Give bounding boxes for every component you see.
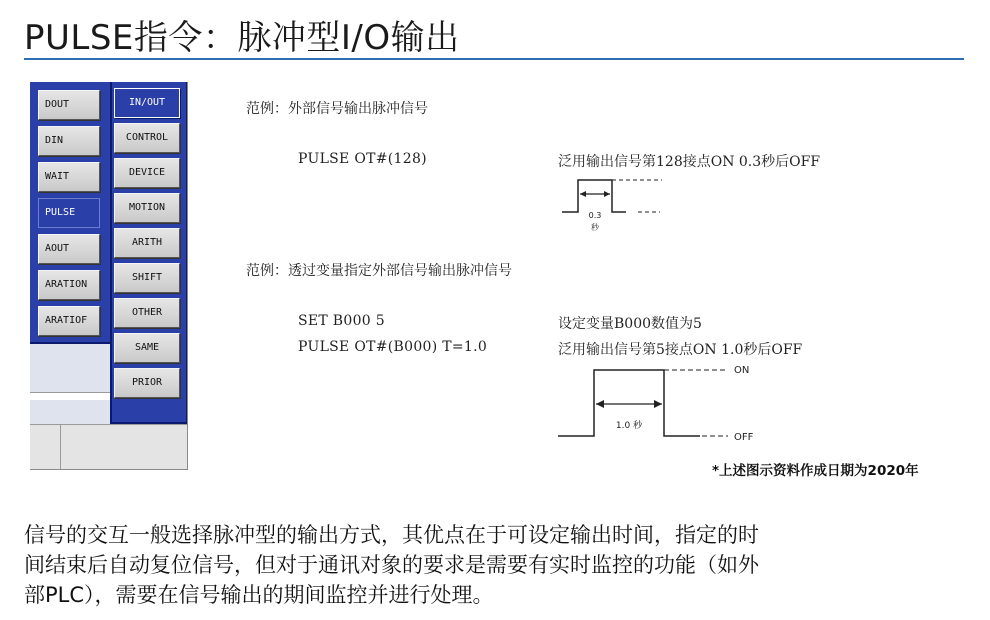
example2-code1: SET B000 5: [298, 313, 385, 329]
pendant-screenshot: [30, 82, 188, 470]
device-button[interactable]: DEVICE: [114, 158, 180, 188]
aratiof-button[interactable]: ARATIOF: [38, 306, 100, 336]
example2-code2: PULSE OT#(B000) T=1.0: [298, 339, 488, 355]
timing1-unit: 秒: [591, 223, 599, 232]
control-button[interactable]: CONTROL: [114, 123, 180, 153]
inout-button[interactable]: IN/OUT: [114, 88, 180, 118]
paragraph-line: 间结束后自动复位信号，但对于通讯对象的要求是需要有实时监控的功能（如外: [24, 553, 759, 577]
pendant-status-bar: [30, 424, 188, 470]
explanation-paragraph: [24, 520, 964, 610]
example2-description1: 设定变量B000数值为5: [558, 316, 702, 332]
motion-button[interactable]: MOTION: [114, 193, 180, 223]
timing1-value: 0.3: [588, 211, 602, 220]
title-divider: [24, 58, 964, 60]
timing-diagram-1: [550, 172, 680, 242]
wait-button[interactable]: WAIT: [38, 162, 100, 192]
example2-description2: 泛用输出信号第5接点ON 1.0秒后OFF: [558, 342, 803, 358]
prior-button[interactable]: PRIOR: [114, 368, 180, 398]
dout-button[interactable]: DOUT: [38, 90, 100, 120]
example1-heading: 范例：外部信号输出脉冲信号: [246, 101, 428, 117]
example1-description: 泛用输出信号第128接点ON 0.3秒后OFF: [558, 154, 821, 170]
din-button[interactable]: DIN: [38, 126, 100, 156]
date-note: *上述图示资料作成日期为2020年: [712, 463, 919, 479]
aout-button[interactable]: AOUT: [38, 234, 100, 264]
timing2-label: 1.0 秒: [615, 421, 643, 431]
example1-code: PULSE OT#(128): [298, 151, 427, 167]
shift-button[interactable]: SHIFT: [114, 263, 180, 293]
paragraph-line: 信号的交互一般选择脉冲型的输出方式，其优点在于可设定输出时间，指定的时: [24, 523, 759, 547]
page-title: PULSE指令：脉冲型I/O输出: [24, 18, 460, 58]
aration-button[interactable]: ARATION: [38, 270, 100, 300]
off-label: OFF: [734, 432, 754, 443]
on-label: ON: [734, 365, 750, 376]
same-button[interactable]: SAME: [114, 333, 180, 363]
pulse-button[interactable]: PULSE: [38, 198, 100, 228]
other-button[interactable]: OTHER: [114, 298, 180, 328]
paragraph-line: 部PLC），需要在信号输出的期间监控并进行处理。: [24, 583, 494, 607]
arith-button[interactable]: ARITH: [114, 228, 180, 258]
timing-diagram-2: [550, 358, 780, 448]
example2-heading: 范例：透过变量指定外部信号输出脉冲信号: [246, 263, 512, 279]
